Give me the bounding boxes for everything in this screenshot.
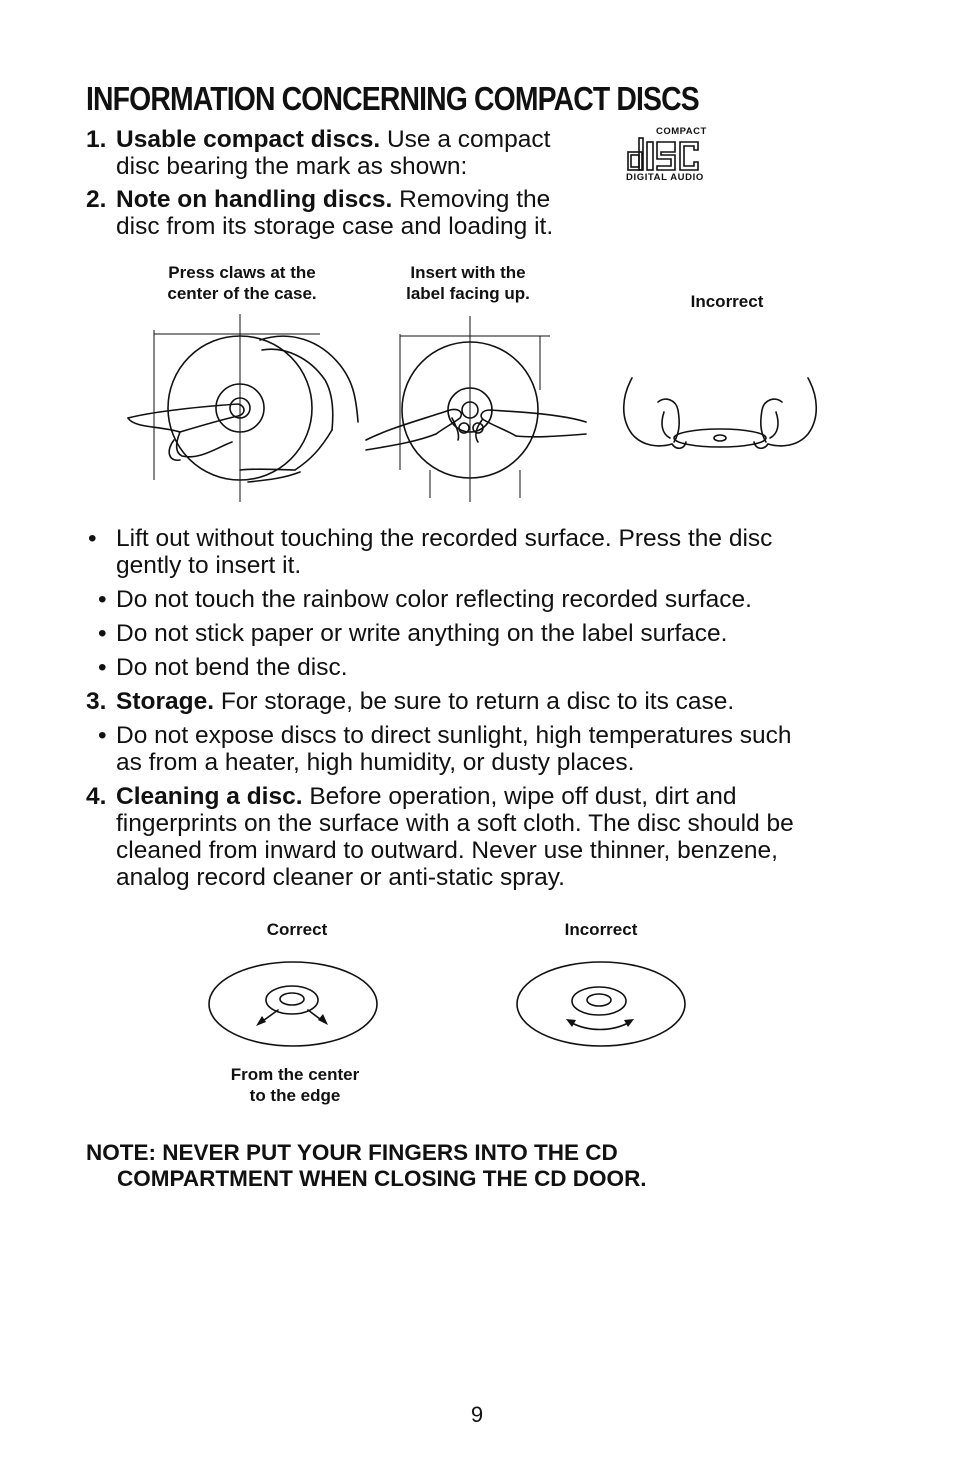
bullet-icon: • xyxy=(98,620,107,647)
item-heading: Usable compact discs. xyxy=(116,126,381,153)
item-text: fingerprints on the surface with a soft cloth. The disc should be xyxy=(116,810,794,837)
caption-line: center of the case. xyxy=(167,284,317,303)
bullet-text: Do not touch the rainbow color reflecting recorded surface. xyxy=(116,586,752,613)
item-text: disc bearing the mark as shown: xyxy=(116,153,468,180)
bullet-text: Do not expose discs to direct sunlight, high temperatures such xyxy=(116,722,792,749)
caption-line: From the center xyxy=(230,1065,360,1084)
correct-cleaning-disc-icon xyxy=(204,958,382,1052)
bullet-item xyxy=(86,620,866,647)
logo-bottom-text: DIGITAL AUDIO xyxy=(626,172,704,183)
item-text: cleaned from inward to outward. Never use thinner, benzene, xyxy=(116,837,778,864)
caption-incorrect-cleaning: Incorrect xyxy=(564,920,638,939)
incorrect-cleaning-disc-icon xyxy=(512,958,690,1052)
item-text: Use a compact xyxy=(380,126,551,153)
item-cleaning xyxy=(86,783,866,891)
bullet-text: Lift out without touching the recorded surface. Press the disc xyxy=(116,525,773,552)
item-text: disc from its storage case and loading it. xyxy=(116,213,554,240)
incorrect-handling-illustration xyxy=(614,368,826,464)
caption-insert-label xyxy=(380,262,556,304)
handling-bullets xyxy=(86,525,866,891)
bullet-item xyxy=(86,586,866,613)
item-text: Before operation, wipe off dust, dirt and xyxy=(302,783,737,810)
bullet-text: as from a heater, high humidity, or dusty places. xyxy=(116,749,635,776)
page-number: 9 xyxy=(470,1402,484,1427)
item-handling-discs xyxy=(86,186,646,240)
bullet-icon: • xyxy=(98,722,107,749)
item-text: analog record cleaner or anti-static spray. xyxy=(116,864,565,891)
caption-incorrect-handling: Incorrect xyxy=(690,292,764,311)
caption-line: Press claws at the xyxy=(168,263,316,282)
item-heading: Note on handling discs. xyxy=(116,186,393,213)
bullet-item xyxy=(86,722,866,776)
note-line: NOTE: NEVER PUT YOUR FINGERS INTO THE CD xyxy=(86,1140,618,1165)
press-claws-illustration xyxy=(120,310,370,506)
logo-top-text: COMPACT xyxy=(656,126,707,137)
caption-line: Insert with the xyxy=(410,263,526,282)
bullet-text: gently to insert it. xyxy=(116,552,302,579)
item-number: 4. xyxy=(86,783,107,810)
item-number: 3. xyxy=(86,688,107,715)
item-usable-discs xyxy=(86,126,606,180)
item-storage xyxy=(86,688,866,715)
item-text: For storage, be sure to return a disc to its case. xyxy=(214,688,735,715)
disc-wordmark-icon xyxy=(626,136,722,172)
bullet-icon: • xyxy=(88,525,97,552)
item-text: Removing the xyxy=(392,186,551,213)
bullet-text: Do not bend the disc. xyxy=(116,654,348,681)
item-heading: Storage. xyxy=(116,688,215,715)
item-heading: Cleaning a disc. xyxy=(116,783,303,810)
item-number: 1. xyxy=(86,126,107,153)
bullet-icon: • xyxy=(98,586,107,613)
bullet-item xyxy=(86,654,866,681)
item-number: 2. xyxy=(86,186,107,213)
caption-correct: Correct xyxy=(266,920,328,939)
page-title: INFORMATION CONCERNING COMPACT DISCS xyxy=(86,80,699,117)
safety-note xyxy=(86,1140,886,1192)
note-line: COMPARTMENT WHEN CLOSING THE CD DOOR. xyxy=(117,1166,647,1191)
caption-press-claws xyxy=(140,262,344,304)
bullet-icon: • xyxy=(98,654,107,681)
caption-line: to the edge xyxy=(249,1086,341,1105)
insert-disc-illustration xyxy=(360,310,594,506)
bullet-item xyxy=(86,525,866,579)
compact-disc-logo xyxy=(626,126,722,186)
caption-line: label facing up. xyxy=(406,284,530,303)
bullet-text: Do not stick paper or write anything on the label surface. xyxy=(116,620,728,647)
caption-center-to-edge xyxy=(210,1064,380,1106)
